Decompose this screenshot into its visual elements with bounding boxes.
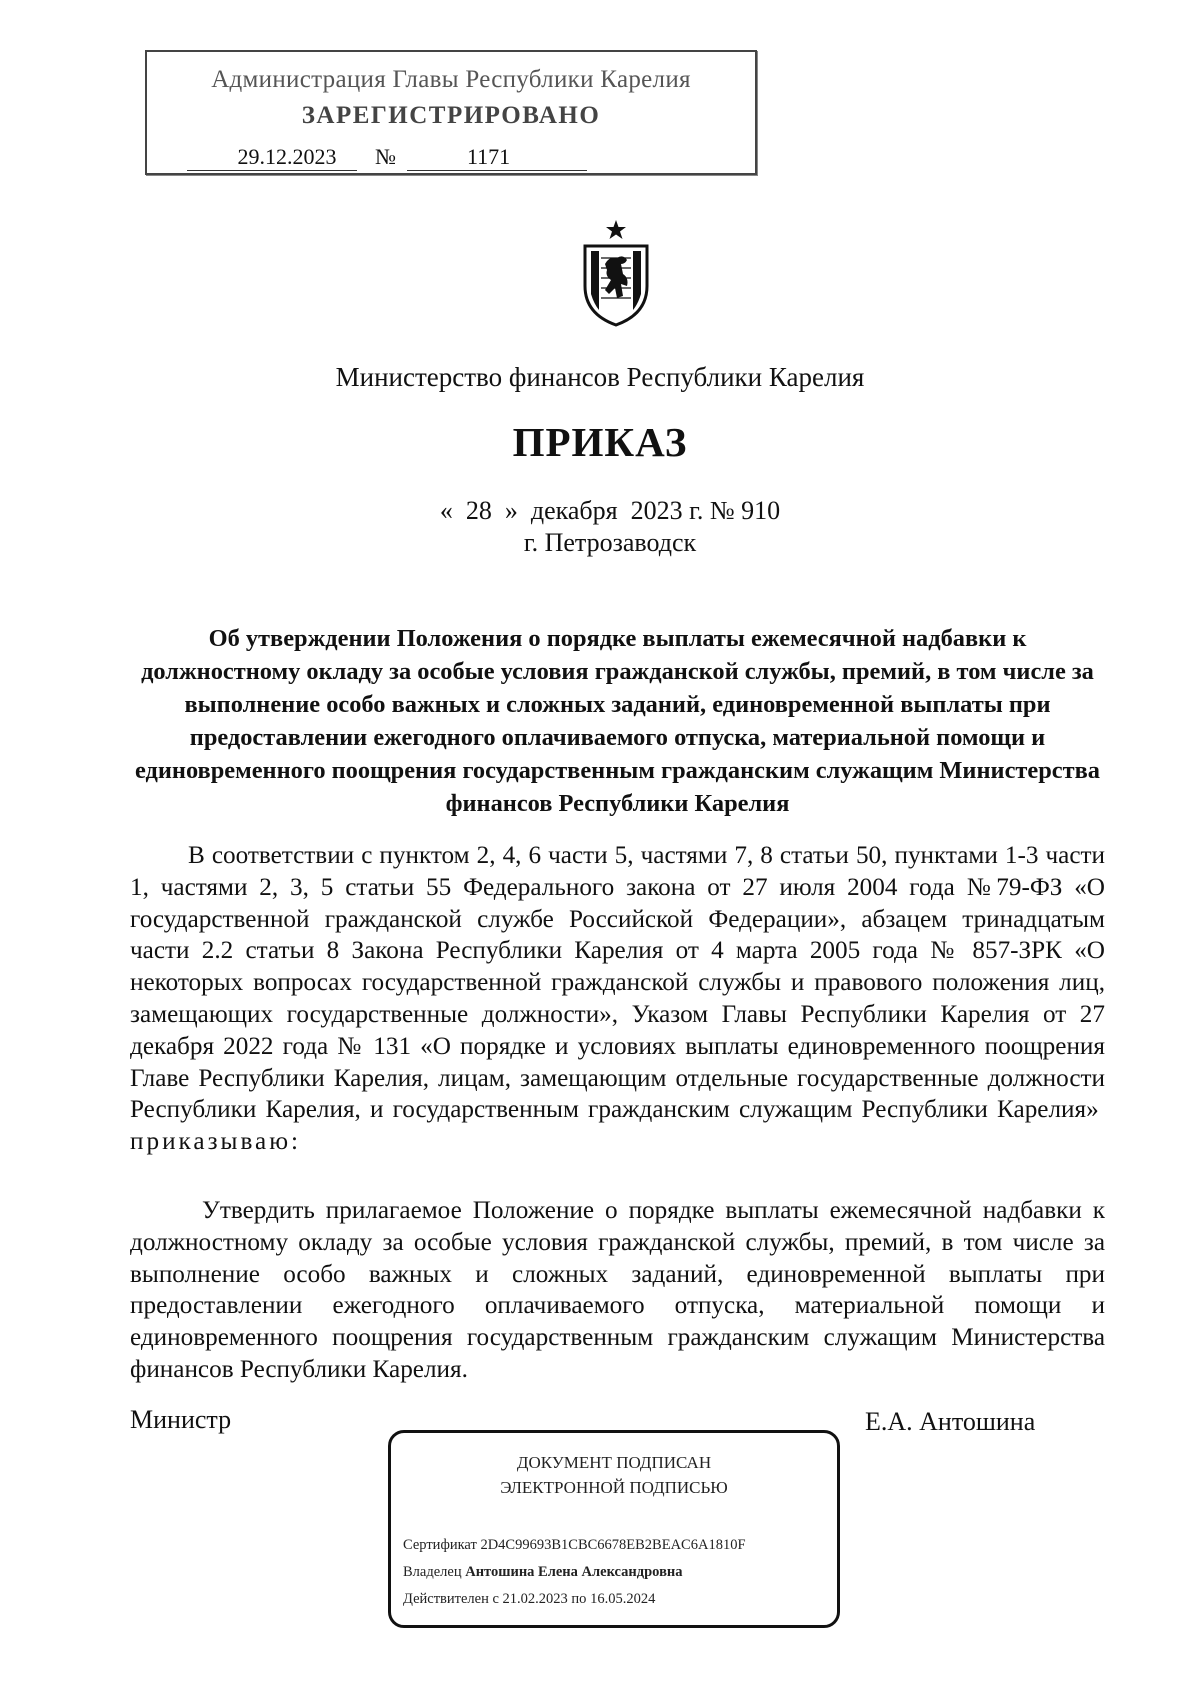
preamble-text: В соответствии с пунктом 2, 4, 6 части 5, частями 7, 8 статьи 50, пунктами 1-3 части 1, частями 2, 3, 5 статьи 55 Федерального закона от 27 июля 2004 года №79-ФЗ «О государственной гражданской службе Российской Федерации», абзацем тринадцатым части 2.2 статьи 8 Закона Республики Карелия от 4 марта 2005 года № 857-ЗРК «О некоторых вопросах государственной гражданской службы и правового положения лиц, замещающих государственные должности», Указом Главы Республики Карелия от 27 декабря 2022 года № 131 «О порядке и условиях выплаты единовременного поощрения Главе Республики Карелия, лицам, замещающим отдельные государственные должности Республики Карелия, и государственным гражданским служащим Республики Карелия» — [130, 842, 1105, 1124]
registration-stamp-status: ЗАРЕГИСТРИРОВАНО — [301, 102, 601, 129]
order-number: № 910 — [709, 496, 781, 525]
registration-stamp — [145, 50, 757, 175]
preamble-paragraph — [130, 840, 1105, 1158]
signer-name: Е.А. Антошина — [865, 1407, 1036, 1436]
city: г. Петрозаводск — [523, 528, 697, 557]
date-quote-open: « — [439, 496, 453, 525]
registration-date: 29.12.2023 — [187, 144, 357, 171]
esig-valid-from: 21.02.2023 — [502, 1591, 568, 1607]
date-year: 2023 г. — [630, 496, 704, 525]
order-subject: Об утверждении Положения о порядке выплаты ежемесячной надбавки к должностному окладу за особые условия гражданской службы, премий, в том числе за выполнение особо важных и сложных заданий, единовременной выплаты при предоставлении ежегодного оплачиваемого отпуска, материальной помощи и единовременного поощрения государственным гражданским служащим Министерства финансов Республики Карелия — [135, 625, 1100, 817]
resolution-paragraph: Утвердить прилагаемое Положение о порядке выплаты ежемесячной надбавки к должностному окладу за особые условия гражданской службы, премий, в том числе за выполнение особо важных и сложных заданий, единовременной выплаты при предоставлении ежегодного оплачиваемого отпуска, материальной помощи и единовременного поощрения государственным гражданским служащим Министерства финансов Республики Карелия. — [130, 1197, 1105, 1383]
ministry-name: Министерство финансов Республики Карелия — [335, 362, 865, 392]
esig-owner — [403, 1564, 683, 1581]
esig-validity — [403, 1591, 655, 1608]
registration-stamp-authority: Администрация Главы Республики Карелия — [211, 66, 691, 93]
esig-valid-to-label: по — [571, 1591, 587, 1607]
esig-cert-value: 2D4C99693B1CBC6678EB2BEAC6A1810F — [480, 1537, 746, 1553]
esig-title-line1: ДОКУМЕНТ ПОДПИСАН — [516, 1453, 712, 1472]
decree-word: приказываю: — [130, 1128, 302, 1156]
registration-number: 1171 — [407, 144, 587, 171]
date-quote-close: » — [504, 496, 518, 525]
esig-certificate — [403, 1537, 746, 1554]
esig-cert-label: Сертификат — [403, 1537, 477, 1553]
document-type: ПРИКАЗ — [512, 419, 688, 465]
date-month: декабря — [530, 496, 618, 525]
karelia-coat-of-arms-icon — [575, 218, 657, 328]
order-date-line — [0, 496, 1200, 526]
esig-valid-label: Действителен с — [403, 1591, 499, 1607]
esig-owner-label: Владелец — [403, 1564, 462, 1580]
esig-owner-value: Антошина Елена Александровна — [465, 1564, 683, 1580]
date-day: 28 — [465, 496, 492, 525]
electronic-signature-stamp — [388, 1430, 840, 1628]
signer-position: Министр — [130, 1405, 232, 1434]
esig-valid-to: 16.05.2024 — [590, 1591, 656, 1607]
registration-number-sign: № — [375, 144, 396, 169]
esig-title-line2: ЭЛЕКТРОННОЙ ПОДПИСЬЮ — [500, 1478, 728, 1497]
